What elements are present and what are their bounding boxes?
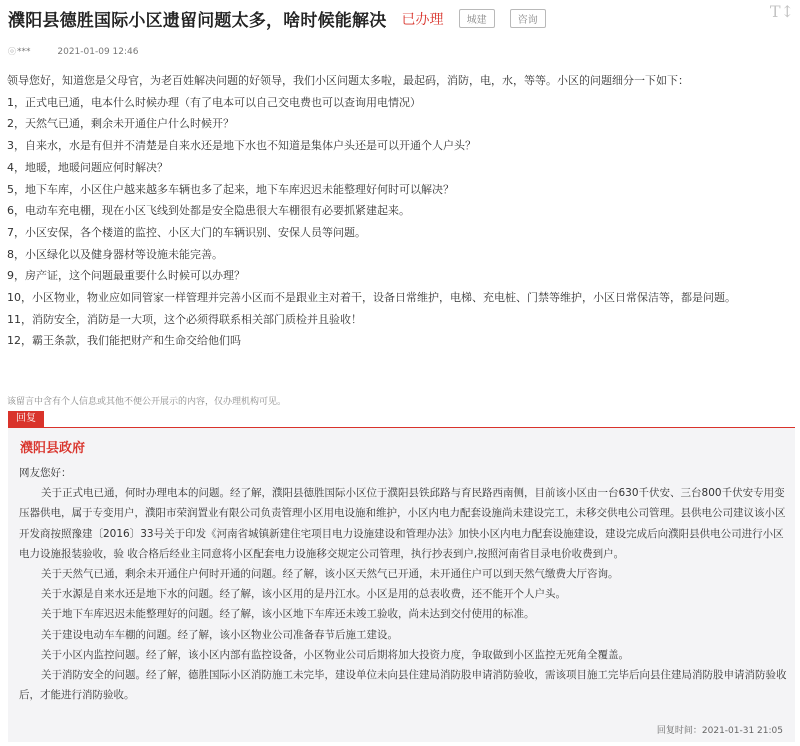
reply-paragraph: 关于地下车库迟迟未能整理好的问题。经了解，该小区地下车库还未竣工验收，尚未达到交付使用的标准。 — [41, 608, 535, 621]
question-line: 7，小区安保，各个楼道的监控、小区大门的车辆识别、安保人员等问题。 — [7, 225, 366, 239]
reply-timestamp — [657, 723, 783, 736]
reply-paragraph: 关于消防安全的问题。经了解，德胜国际小区消防施工未完毕，建设单位未向县住建局消防股申请消防验收，需该项目施工完毕后向县住建局消防股申请消防验收后，才能进行消防验收。 — [19, 669, 787, 702]
reply-panel — [8, 427, 795, 742]
question-line: 12，霸王条款，我们能把财产和生命交给他们吗 — [7, 334, 241, 348]
question-line: 6，电动车充电棚，现在小区飞线到处都是安全隐患很大车棚很有必要抓紧建起来。 — [7, 204, 410, 218]
status-label: 已办理 — [401, 11, 444, 28]
reply-organization: 濮阳县政府 — [20, 441, 86, 456]
tag-category[interactable]: 城建 — [459, 9, 495, 28]
question-line: 4，地暖，地暖问题应何时解决？ — [7, 160, 168, 174]
reply-time-label: 回复时间： — [656, 726, 702, 736]
question-line: 9，房产证，这个问题最重要什么时候可以办理？ — [7, 269, 245, 283]
page-header — [8, 6, 792, 34]
reply-body — [19, 463, 787, 705]
post-date: 2021-01-09 12:46 — [57, 47, 139, 57]
question-line: 8，小区绿化以及健身器材等设施未能完善。 — [7, 247, 223, 261]
question-line: 领导您好，知道您是父母官，为老百姓解决问题的好领导，我们小区问题太多啦，最起码，消防，电，水，等等。小区的问题细分一下如下： — [7, 74, 689, 87]
reply-paragraph: 关于天然气已通，剩余未开通住户何时开通的问题。经了解，该小区天然气已开通，未开通住户可以到天然气缴费大厅咨询。 — [41, 568, 619, 581]
page-title: 濮阳县德胜国际小区遗留问题太多，啥时候能解决 — [8, 11, 387, 31]
question-line: 2，天然气已通，剩余未开通住户什么时候开？ — [7, 117, 234, 131]
author-name: *** — [17, 47, 31, 57]
reply-time-value: 2021-01-31 21:05 — [701, 726, 783, 736]
question-line: 3，自来水，水是有但并不清楚是自来水还是地下水也不知道是集体户头还是可以开通个人户头？ — [7, 139, 476, 153]
question-line: 5，地下车库，小区住户越来越多车辆也多了起来，地下车库迟迟未能整理好何时可以解决？ — [7, 182, 454, 196]
question-body — [7, 70, 797, 352]
reply-paragraph: 关于小区内监控问题。经了解，该小区内部有监控设备，小区物业公司后期将加大投资力度，争取做到小区监控无死角全覆盖。 — [41, 648, 629, 661]
privacy-notice: 该留言中含有个人信息或其他不便公开展示的内容，仅办理机构可见。 — [7, 397, 287, 407]
reply-greeting: 网友您好： — [19, 467, 72, 479]
question-line: 10，小区物业，物业应如同管家一样管理并完善小区而不是跟业主对着干，设备日常维护，电梯、充电桩、门禁等维护，小区日常保洁等，都是问题。 — [7, 291, 736, 305]
reply-paragraph: 关于正式电已通，何时办理电本的问题。经了解，濮阳县德胜国际小区位于濮阳县铁邱路与育民路西南侧，目前该小区由一台630千伏安、三台800千伏安专用变压器供电，属于专变用户，濮阳市荣润置业有限公司负责管理小区用电设施和维护，小区内电力配套设施尚未建设完工，未移交供电公司管理。县供电公司建议该小区开发商按照豫建〔2016〕33号关于印发《河南省城镇新建住宅项目电力设施建设和管理办法》加快小区内电力配套设施建设，建设完成后向濮阳县供电公司进行小区电力设施报装验收，验 收合格后经业主同意将小区配套电力设施移交规定公司管理，执行抄表到户,按照河南省目录电价收费到户。 — [19, 487, 786, 560]
user-icon: ⓞ — [8, 47, 16, 56]
reply-paragraph: 关于水源是自来水还是地下水的问题。经了解，该小区用的是丹江水。小区是用的总表收费，还不能开个人户头。 — [41, 588, 566, 601]
question-line: 1，正式电已通，电本什么时候办理（有了电本可以自己交电费也可以查询用电情况） — [7, 95, 421, 109]
tag-type[interactable]: 咨询 — [510, 9, 546, 28]
reply-tab[interactable]: 回复 — [8, 411, 44, 427]
post-author — [8, 47, 31, 57]
reply-paragraph: 关于建设电动车车棚的问题。经了解，该小区物业公司准备春节后施工建设。 — [41, 628, 398, 641]
question-line: 11，消防安全，消防是一大项，这个必须得联系相关部门质检并且验收！ — [7, 312, 362, 326]
font-size-toggle-icon[interactable]: T↕ — [769, 2, 794, 21]
post-meta — [8, 46, 138, 57]
